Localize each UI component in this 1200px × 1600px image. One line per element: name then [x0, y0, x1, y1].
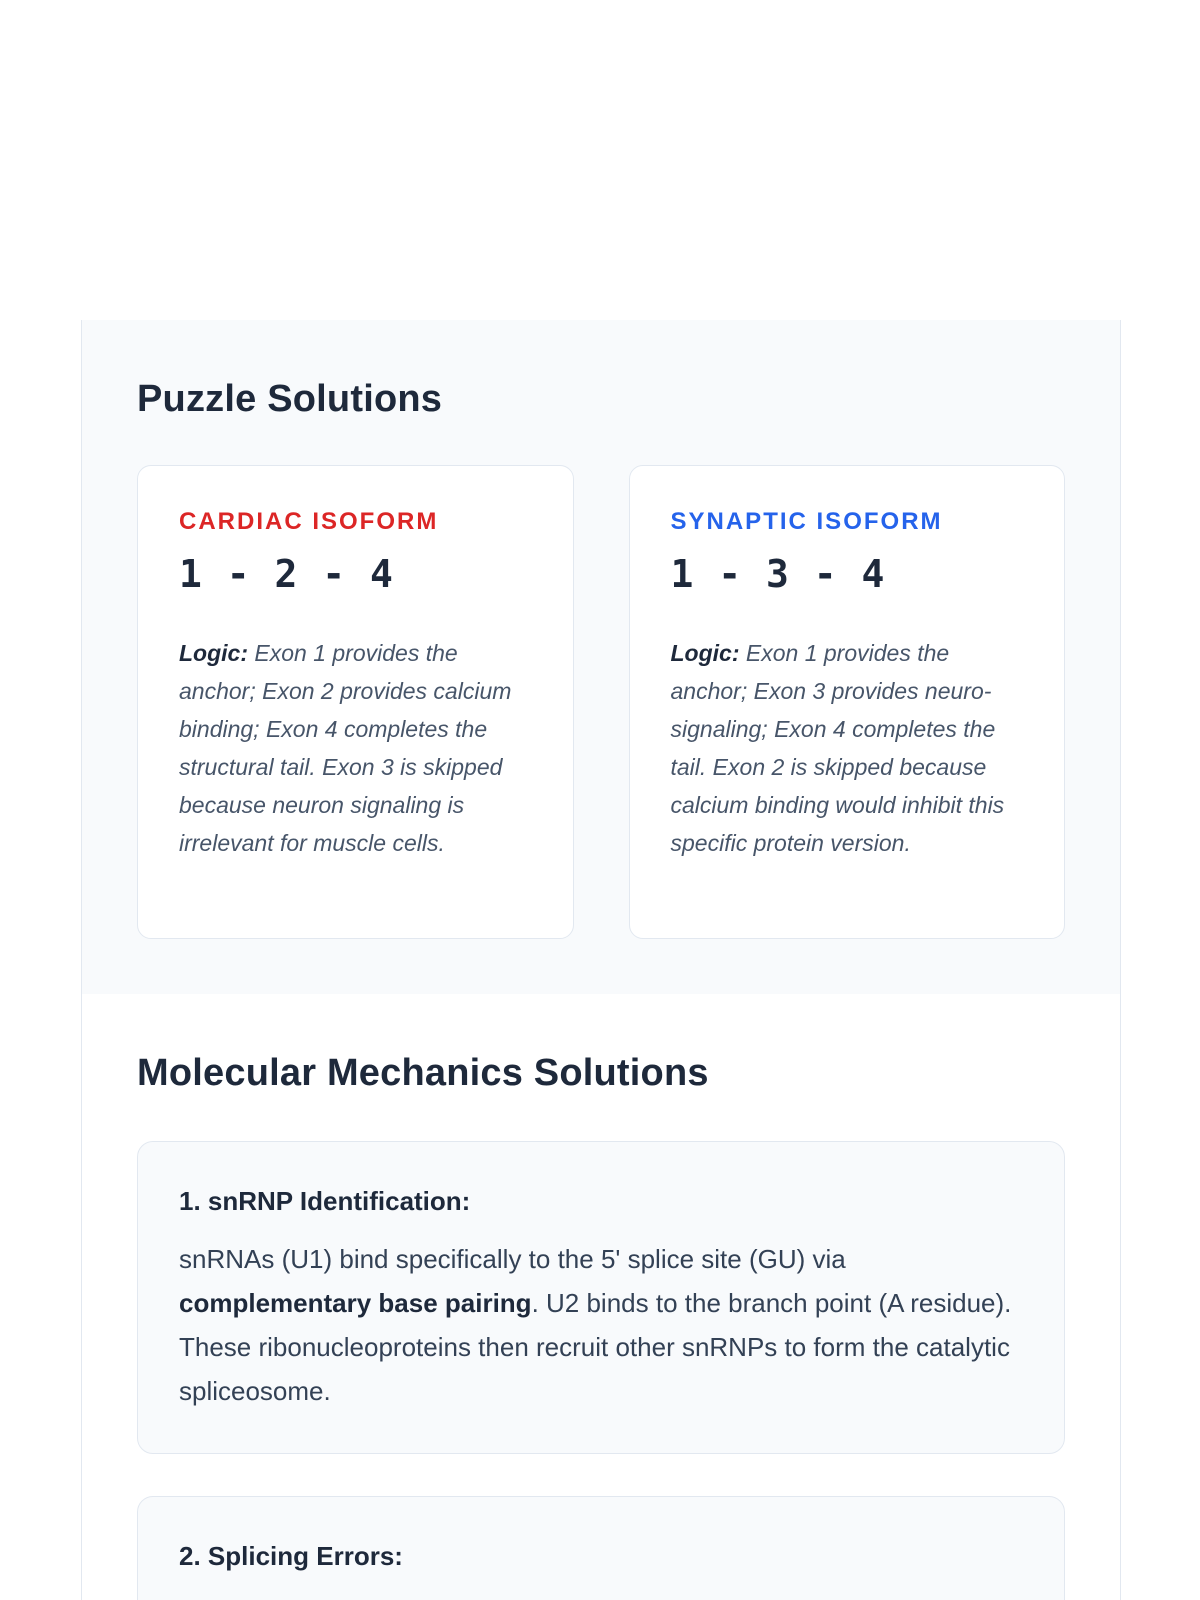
- body-emphasis: complementary base pairing: [179, 1288, 532, 1318]
- snrnp-identification-card: [137, 1141, 1065, 1454]
- body-text: snRNAs (U1) bind specifically to the 5' splice site (GU) via: [179, 1244, 846, 1274]
- solutions-sheet: [81, 320, 1121, 1600]
- body-text: . U2 binds to the branch point (A residue). These ribonucleoproteins then recruit other snRNPs to form the catalytic spliceosome.: [179, 1288, 1012, 1406]
- synaptic-isoform-card: [629, 465, 1066, 939]
- logic-explanation: Exon 1 provides the anchor; Exon 2 provides calcium binding; Exon 4 completes the structural tail. Exon 3 is skipped because neuron signaling is irrelevant for muscle cells.: [179, 640, 512, 856]
- logic-explanation: Exon 1 provides the anchor; Exon 3 provides neuro-signaling; Exon 4 completes the tail. Exon 2 is skipped because calcium binding would inhibit this specific protein version.: [670, 640, 1005, 856]
- cardiac-isoform-card: [137, 465, 574, 939]
- mechanics-solutions-title: Molecular Mechanics Solutions: [137, 1052, 709, 1094]
- cardiac-exon-sequence: 1 - 2 - 4: [179, 552, 394, 596]
- cardiac-logic-text: [179, 634, 535, 862]
- puzzle-solutions-title: Puzzle Solutions: [137, 378, 443, 420]
- synaptic-exon-sequence: 1 - 3 - 4: [670, 552, 886, 596]
- synaptic-isoform-label: SYNAPTIC ISOFORM: [670, 508, 943, 535]
- mechanics-item-title: 2. Splicing Errors:: [179, 1541, 403, 1571]
- splicing-errors-card: [137, 1496, 1065, 1600]
- isoform-card-row: [137, 465, 1065, 939]
- molecular-mechanics-section: [82, 994, 1120, 1600]
- mechanics-item-body: [179, 1237, 1024, 1413]
- puzzle-solutions-section: [82, 320, 1120, 994]
- synaptic-logic-text: [671, 634, 1027, 862]
- logic-label: Logic:: [670, 640, 740, 666]
- mechanics-item-title: 1. snRNP Identification:: [179, 1186, 471, 1216]
- logic-label: Logic:: [179, 640, 248, 666]
- cardiac-isoform-label: CARDIAC ISOFORM: [179, 508, 439, 535]
